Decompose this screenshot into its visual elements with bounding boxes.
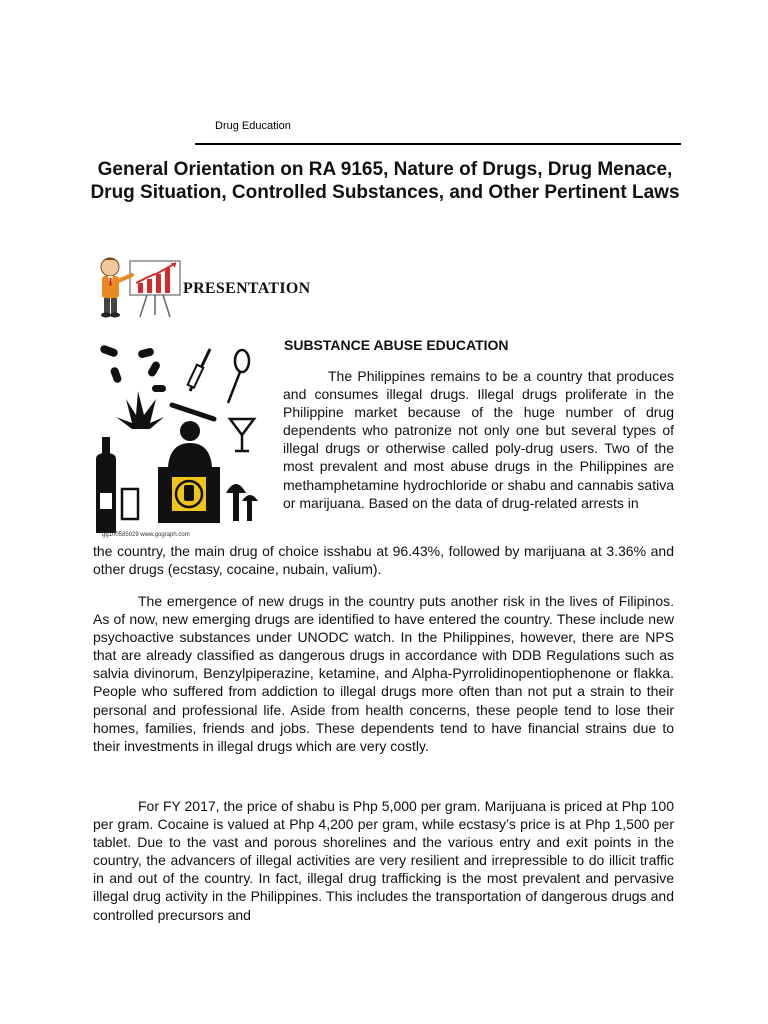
presentation-label: PRESENTATION [183,280,311,297]
paragraph-2: The emergence of new drugs in the country puts another risk in the lives of Filipinos. As of now, new emerging drugs are identified to have entered the country. These include new psychoactive substances under UNODC watch. In the Philippines, however, there are NPS that are already classified as dangerous drugs in accordance with DDB Regulations such as salvia divinorum, Benzylpiperazine, ketamine, and Alpha-Pyrrolidinopentiophenone or flakka. People who suffered from addiction to illegal drugs more often than not put a strain to their personal and professional life. Aside from health concerns, these people tend to lose their homes, families, friends and jobs. These dependents tend to have financial strains due to their investments in illegal drugs which are very costly. [93,593,674,754]
section-heading: SUBSTANCE ABUSE EDUCATION [284,337,509,353]
document-title: General Orientation on RA 9165, Nature of Drugs, Drug Menace, Drug Situation, Controlled Substances, and Other Pertinent Laws [90,159,680,203]
running-header: Drug Education [215,120,291,132]
drug-abuse-illustration [92,343,270,543]
presenter-chart-icon [92,253,184,319]
paragraph-3: For FY 2017, the price of shabu is Php 5,000 per gram. Marijuana is priced at Php 100 per gram. Cocaine is valued at Php 4,200 per gram, while ecstasy’s price is at Php 1,500 per tablet. Due to the vast and porous shorelines and the various entry and exit points in the country, the advancers of illegal activities are very resilient and irrepressible to do illicit traffic in and out of the country. In fact, illegal drug trafficking is the most prevalent and pervasive illegal drug activity in the Philippines. This includes the transportation of dangerous drugs and controlled precursors and [93,798,674,923]
header-rule [195,143,681,145]
paragraph-1-bottom: the country, the main drug of choice isshabu at 96.43%, followed by marijuana at 3.36% and other drugs (ecstasy, cocaine, nubain, valium). [93,543,674,578]
paragraph-1-top: The Philippines remains to be a country that produces and consumes illegal drugs. Illegal drugs proliferate in the Philippine market because of the huge number of drug dependents who patronize not only one but several types of illegal drugs or otherwise called poly-drug users. Two of the most prevalent and most abuse drugs in the Philippines are methamphetamine hydrochloride or shabu and cannabis sativa or marijuana. Based on the data of drug-related arrests in [283,368,674,511]
image-caption: gg100585029 www.gograph.com [102,532,190,538]
